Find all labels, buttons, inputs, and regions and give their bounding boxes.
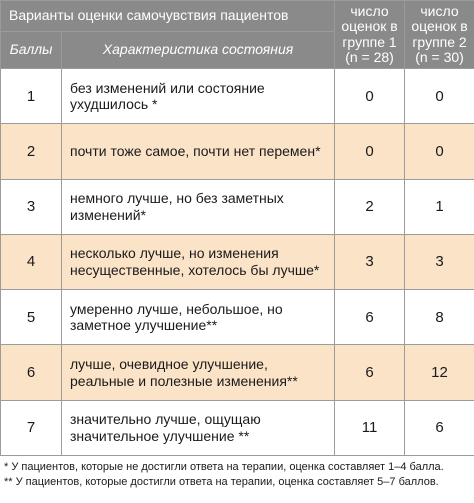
description-cell: несколько лучше, но изменения несущественные, хотелось бы лучше* <box>62 234 335 289</box>
score-cell: 6 <box>1 345 62 400</box>
description-cell: без изменений или состояние ухудшилось * <box>62 69 335 124</box>
group2-cell: 6 <box>405 400 474 455</box>
table-row <box>1 179 474 234</box>
description-cell: значительно лучше, ощущаю значительное улучшение ** <box>62 400 335 455</box>
score-header: Баллы <box>1 32 62 69</box>
group2-header: число оценок в группе 2 (n = 30) <box>405 1 474 69</box>
group1-cell: 0 <box>335 124 405 179</box>
group2-cell: 12 <box>405 345 474 400</box>
score-cell: 2 <box>1 124 62 179</box>
group2-cell: 3 <box>405 234 474 289</box>
table-row <box>1 400 474 455</box>
group1-cell: 11 <box>335 400 405 455</box>
score-cell: 4 <box>1 234 62 289</box>
score-cell: 5 <box>1 290 62 345</box>
group-title: Варианты оценки самочувствия пациентов <box>1 1 335 32</box>
table-row <box>1 69 474 124</box>
group1-cell: 3 <box>335 234 405 289</box>
table-row <box>1 124 474 179</box>
footnote: * У пациентов, которые не достигли ответа на терапии, оценка составляет 1–4 балла. <box>4 461 444 473</box>
description-cell: почти тоже самое, почти нет перемен* <box>62 124 335 179</box>
group1-cell: 6 <box>335 345 405 400</box>
description-cell: умеренно лучше, небольшое, но заметное улучшение** <box>62 290 335 345</box>
group2-cell: 0 <box>405 124 474 179</box>
group1-cell: 6 <box>335 290 405 345</box>
table-row <box>1 290 474 345</box>
score-cell: 3 <box>1 179 62 234</box>
group1-cell: 2 <box>335 179 405 234</box>
footnotes <box>4 460 474 490</box>
score-cell: 1 <box>1 69 62 124</box>
description-cell: лучше, очевидное улучшение, реальные и полезные изменения** <box>62 345 335 400</box>
group2-cell: 8 <box>405 290 474 345</box>
table-row <box>1 345 474 400</box>
description-header: Характеристика состояния <box>62 32 335 69</box>
group2-cell: 1 <box>405 179 474 234</box>
score-cell: 7 <box>1 400 62 455</box>
group1-header: число оценок в группе 1 (n = 28) <box>335 1 405 69</box>
table-row <box>1 234 474 289</box>
group2-cell: 0 <box>405 69 474 124</box>
description-cell: немного лучше, но без заметных изменений* <box>62 179 335 234</box>
group1-cell: 0 <box>335 69 405 124</box>
footnote: ** У пациентов, которые достигли ответа на терапии, оценка составляет 5–7 баллов. <box>4 475 439 488</box>
